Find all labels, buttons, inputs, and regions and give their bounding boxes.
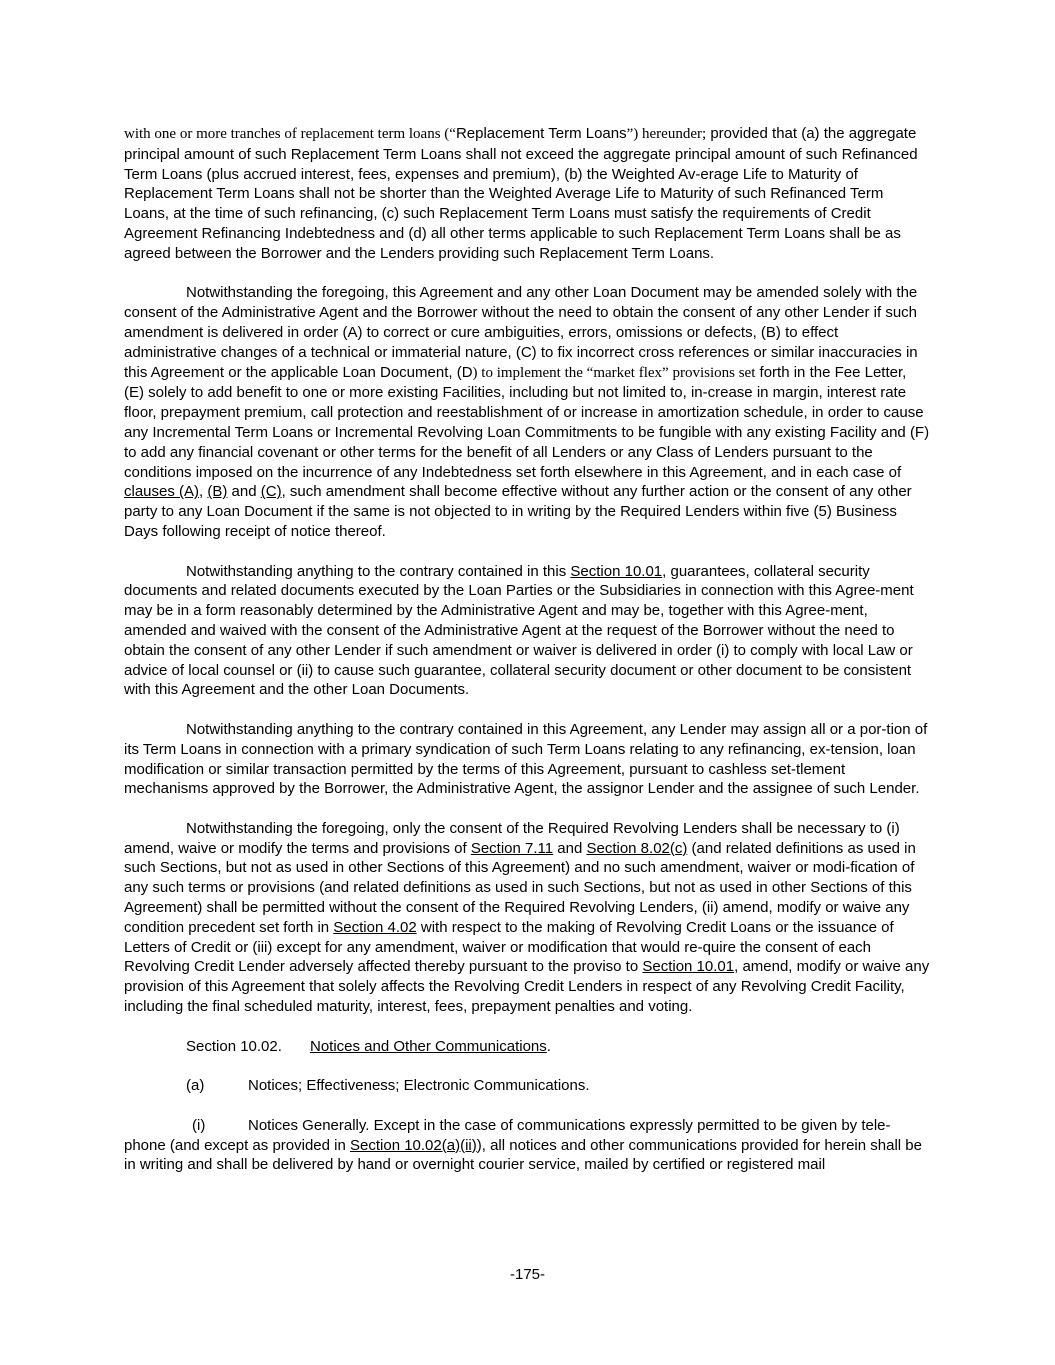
cross-reference: (B) (207, 483, 228, 501)
cross-reference: Section 7.11 (470, 839, 554, 857)
subsection-label: (a) (186, 1077, 205, 1095)
clause-label: (i) (192, 1116, 206, 1134)
paragraph-replacement-term-loans: with one or more tranches of replacement term loans (“Replacement Term Loans”) hereunder; provided that (a) the aggregate principal amount of such Replacement Term Loans shall not exceed the aggregate principal amount of such Refinanced Term Loans (plus accrued interest, fees, expenses and premium), (b) the Weighted Av-erage Life to Maturity of Replacement Term Loans shall not be shorter than the Weighted Average Life to Maturity of such Refinanced Term Loans, at the time of such refinancing, (c) such Replacement Term Loans must satisfy the requirements of Credit Agreement Refinancing Indebtedness and (d) all other terms applicable to such Replacement Term Loans shall be as agreed between the Borrower and the Lenders providing such Replacement Term Loans. (124, 125, 918, 262)
document-body (124, 124, 930, 1195)
section-number: Section 10.02. (186, 1037, 282, 1055)
cross-reference: Section 8.02(c) (586, 839, 688, 857)
paragraph-notices-generally: (i) Notices Generally. Except in the case of communications expressly permitted to be given by tele-phone (and except as provided in Section 10.02(a)(ii)), all notices and other communications provided for herein shall be in writing and shall be delivered by hand or overnight courier service, mailed by certified or registered mail (124, 1116, 922, 1174)
paragraph-required-revolving-lenders: Notwithstanding the foregoing, only the consent of the Required Revolving Lenders shall be necessary to (i) amend, waive or modify the terms and provisions of Section 7.11 and Section 8.02(c) (and related definitions as used in such Sections, but not as used in other Sections of this Agreement) and no such amendment, waiver or modi-fication of any such terms or provisions (and related definitions as used in such Sections, but not as used in other Sections of this Agreement) shall be permitted without the consent of the Required Revolving Lenders, (ii) amend, modify or waive any condition precedent set forth in Section 4.02 with respect to the making of Revolving Credit Loans or the issuance of Letters of Credit or (iii) except for any amendment, waiver or modification that would re-quire the consent of each Revolving Credit Lender adversely affected thereby pursuant to the proviso to Section 10.01, amend, modify or waive any provision of this Agreement that solely affects the Revolving Credit Lenders in respect of any Revolving Credit Facility, including the final scheduled maturity, interest, fees, prepayment penalties and voting. (124, 819, 930, 1016)
cross-reference: Section 10.01 (570, 562, 663, 580)
cross-reference: Section 10.01 (642, 958, 735, 976)
page-number: -175- (509, 1266, 546, 1283)
paragraph-amendment-admin-agent: Notwithstanding the foregoing, this Agreement and any other Loan Document may be amended solely with the consent of the Administrative Agent and the Borrower without the need to obtain the consent of any other Lender if such amendment is delivered in order (A) to correct or cure ambiguities, errors, omissions or defects, (B) to effect administrative changes of a technical or immaterial nature, (C) to fix incorrect cross references or similar inaccuracies in this Agreement or the applicable Loan Document, (D) to implement the “market flex” provisions set forth in the Fee Letter, (E) solely to add benefit to one or more existing Facilities, including but not limited to, in-crease in margin, interest rate floor, prepayment premium, call protection and reestablishment of or increase in amortization schedule, in order to cause any Incremental Term Loans or Incremental Revolving Loan Commitments to be fungible with any existing Facility and (F) to add any financial covenant or other terms for the benefit of all Lenders or any Class of Lenders pursuant to the conditions imposed on the incurrence of any Indebtedness set forth elsewhere in this Agreement, and in each case of clauses (A), (B) and (C), such amendment shall become effective without any further action or the consent of any other party to any Loan Document if the same is not objected to in writing by the Required Lenders within five (5) Business Days following receipt of notice thereof. (124, 284, 930, 540)
defined-term: Replacement Term Loans (455, 125, 627, 142)
subsection-title: Notices; Effectiveness; Electronic Communications. (248, 1077, 590, 1095)
paragraph-lender-assignment: Notwithstanding anything to the contrary contained in this Agreement, any Lender may assign all or a por-tion of its Term Loans in connection with a primary syndication of such Term Loans relating to any refinancing, ex-tension, loan modification or similar transaction permitted by the terms of this Agreement, pursuant to cashless set-tlement mechanisms approved by the Borrower, the Administrative Agent, the assignor Lender and the assignee of such Lender. (124, 720, 928, 798)
section-title: Notices and Other Communications (310, 1037, 547, 1055)
section-heading: Section 10.02. Notices and Other Communications. (186, 1037, 551, 1055)
cross-reference: clauses (A) (124, 483, 200, 501)
subsection-heading (124, 1076, 930, 1096)
cross-reference: Section 4.02 (333, 918, 417, 936)
paragraph-guarantees-collateral: Notwithstanding anything to the contrary contained in this Section 10.01, guarantees, collateral security documents and related documents executed by the Loan Parties or the Subsidiaries in connection with this Agree-ment may be in a form reasonably determined by the Administrative Agent and may be, together with this Agree-ment, amended and waived with the consent of the Administrative Agent at the request of the Borrower without the need to obtain the consent of any other Lender if such amendment or waiver is delivered in order (i) to comply with local Law or advice of local counsel or (ii) to cause such guarantee, collateral security document or other document to be consistent with this Agreement and the other Loan Documents. (124, 562, 914, 699)
cross-reference: (C) (260, 483, 282, 501)
cross-reference: Section 10.02(a)(ii) (350, 1136, 477, 1154)
